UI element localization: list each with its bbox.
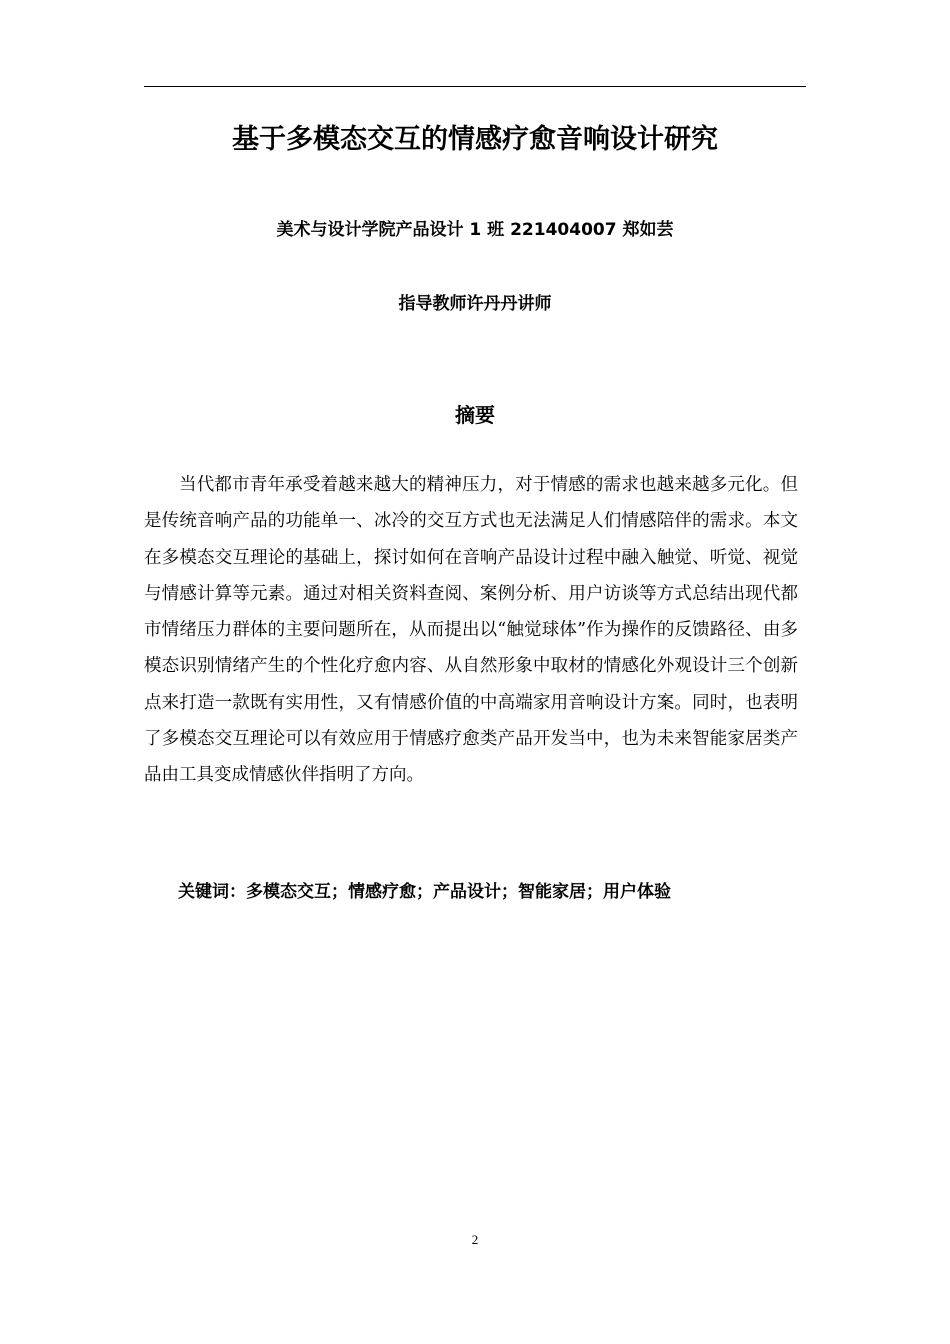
abstract-heading: 摘要 — [455, 403, 495, 427]
advisor-line: 指导教师许丹丹讲师 — [398, 294, 552, 314]
keywords-line: 关键词：多模态交互；情感疗愈；产品设计；智能家居；用户体验 — [178, 882, 671, 902]
paper-title: 基于多模态交互的情感疗愈音响设计研究 — [232, 124, 718, 155]
header-rule — [144, 86, 806, 87]
page-number: 2 — [471, 1232, 479, 1247]
author-line: 美术与设计学院产品设计 1 班 221404007 郑如芸 — [276, 220, 674, 240]
abstract-body: 当代都市青年承受着越来越大的精神压力，对于情感的需求也越来越多元化。但是传统音响产品的功能单一、冰冷的交互方式也无法满足人们情感陪伴的需求。本文在多模态交互理论的基础上，探讨如何在音响产品设计过程中融入触觉、听觉、视觉与情感计算等元素。通过对相关资料查阅、案例分析、用户访谈等方式总结出现代都市情绪压力群体的主要问题所在，从而提出以“触觉球体”作为操作的反馈路径、由多模态识别情绪产生的个性化疗愈内容、从自然形象中取材的情感化外观设计三个创新点来打造一款既有实用性，又有情感价值的中高端家用音响设计方案。同时，也表明了多模态交互理论可以有效应用于情感疗愈类产品开发当中，也为未来智能家居类产品由工具变成情感伙伴指明了方向。 — [144, 475, 798, 786]
